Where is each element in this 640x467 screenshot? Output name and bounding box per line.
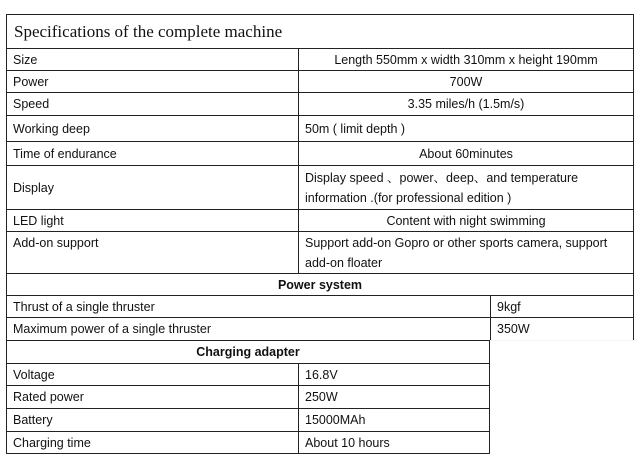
spec-value-display: Display speed 、power、deep、and temperature information .(for professional edition ): [298, 165, 634, 209]
spec-value-size: Length 550mm x width 310mm x height 190mm: [298, 48, 634, 70]
power-value-thrust: 9kgf: [490, 295, 634, 317]
spec-sheet: [6, 14, 634, 454]
table-title: Specifications of the complete machine: [6, 14, 634, 48]
power-value-max-power: 350W: [490, 317, 634, 340]
spec-value-led-light: Content with night swimming: [298, 209, 634, 231]
power-label-max-power: Maximum power of a single thruster: [6, 317, 490, 340]
charge-value-battery: 15000MAh: [298, 408, 490, 431]
section-heading-charging-adapter: Charging adapter: [6, 340, 490, 363]
charge-value-charging-time: About 10 hours: [298, 431, 490, 454]
spec-value-endurance: About 60minutes: [298, 141, 634, 165]
spec-label-add-on: Add-on support: [6, 231, 298, 273]
spec-label-power: Power: [6, 70, 298, 92]
charge-value-rated-power: 250W: [298, 385, 490, 408]
charge-value-voltage: 16.8V: [298, 363, 490, 385]
spec-label-size: Size: [6, 48, 298, 70]
spec-value-working-deep: 50m ( limit depth ): [298, 115, 634, 141]
section-heading-power-system: Power system: [6, 273, 634, 295]
spec-label-display: Display: [6, 165, 298, 209]
charge-label-voltage: Voltage: [6, 363, 298, 385]
spec-label-led-light: LED light: [6, 209, 298, 231]
spec-label-speed: Speed: [6, 92, 298, 115]
power-label-thrust: Thrust of a single thruster: [6, 295, 490, 317]
charge-label-battery: Battery: [6, 408, 298, 431]
blank-area: [490, 341, 634, 454]
charge-label-rated-power: Rated power: [6, 385, 298, 408]
spec-label-endurance: Time of endurance: [6, 141, 298, 165]
charge-label-charging-time: Charging time: [6, 431, 298, 454]
spec-value-speed: 3.35 miles/h (1.5m/s): [298, 92, 634, 115]
spec-label-working-deep: Working deep: [6, 115, 298, 141]
spec-value-power: 700W: [298, 70, 634, 92]
spec-value-add-on: Support add-on Gopro or other sports camera, support add-on floater: [298, 231, 634, 273]
